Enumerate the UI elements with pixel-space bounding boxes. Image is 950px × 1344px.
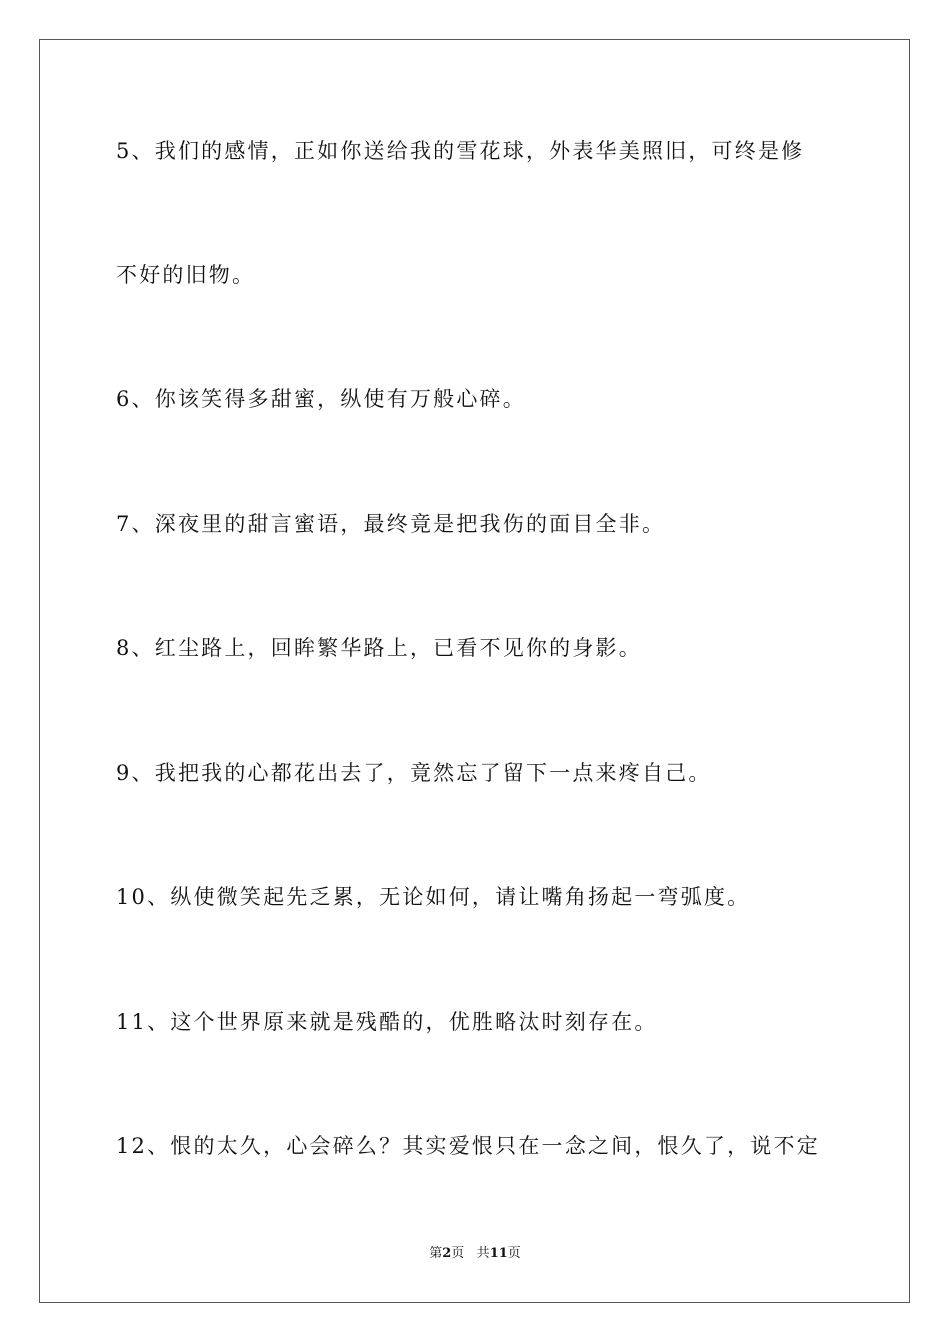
- footer-page-suffix: 页: [451, 1246, 465, 1261]
- text-line-5b: 不好的旧物。: [116, 263, 256, 287]
- text-line-12: 12、恨的太久，心会碎么？其实爱恨只在一念之间，恨久了，说不定: [116, 1134, 820, 1158]
- page-footer: [0, 1246, 950, 1262]
- footer-prefix: 第: [429, 1246, 443, 1261]
- text-line-10: 10、纵使微笑起先乏累，无论如何，请让嘴角扬起一弯弧度。: [116, 885, 751, 909]
- text-line-7: 7、深夜里的甜言蜜语，最终竟是把我伤的面目全非。: [116, 512, 666, 536]
- total-pages-number: 11: [489, 1246, 508, 1261]
- page-border: [39, 39, 910, 1303]
- text-line-8: 8、红尘路上，回眸繁华路上，已看不见你的身影。: [116, 636, 642, 660]
- text-line-5a: 5、我们的感情，正如你送给我的雪花球，外表华美照旧，可终是修: [116, 139, 805, 163]
- text-line-11: 11、这个世界原来就是残酷的，优胜略汰时刻存在。: [116, 1010, 658, 1034]
- text-line-6: 6、你该笑得多甜蜜，纵使有万般心碎。: [116, 387, 526, 411]
- footer-total-suffix: 页: [507, 1246, 521, 1261]
- current-page-number: 2: [442, 1246, 452, 1261]
- footer-total-prefix: 共: [476, 1246, 490, 1261]
- text-line-9: 9、我把我的心都花出去了，竟然忘了留下一点来疼自己。: [116, 761, 712, 785]
